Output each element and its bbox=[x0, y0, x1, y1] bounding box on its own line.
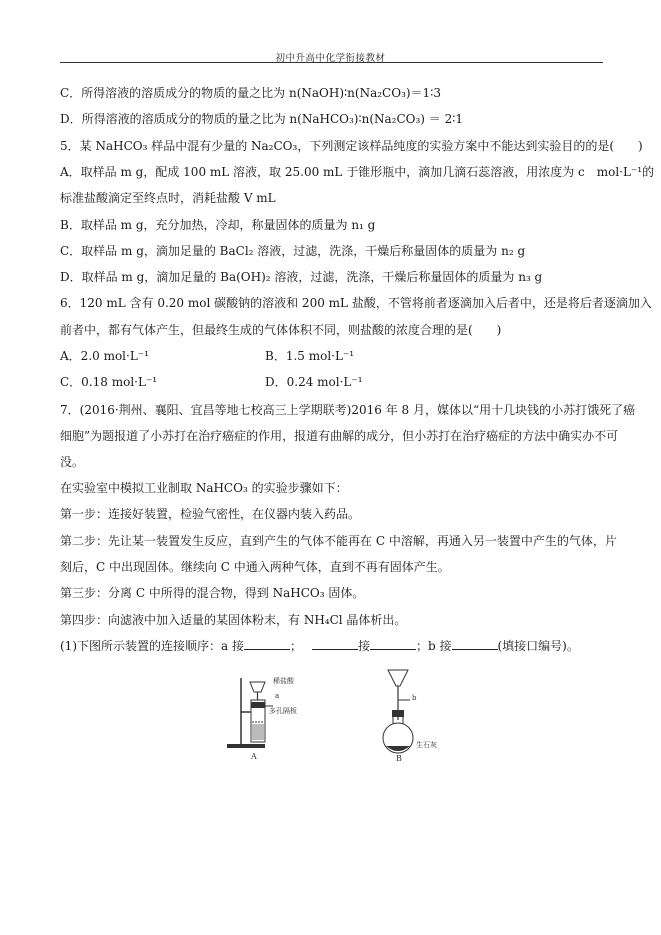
q7-stem: 7．(2016·荆州、襄阳、宜昌等地七校高三上学期联考)2016 年 8 月，媒体以“用十几块钱的小苏打饿死了癌 bbox=[60, 403, 636, 417]
label-port-b: b bbox=[412, 694, 417, 702]
blank-2[interactable] bbox=[312, 638, 358, 650]
q7-sub1 bbox=[60, 638, 579, 654]
q7-step1: 第一步：连接好装置，检验气密性，在仪器内装入药品。 bbox=[60, 507, 361, 521]
q7-step3: 第三步：分离 C 中所得的混合物，得到 NaHCO₃ 固体。 bbox=[60, 586, 365, 600]
q7-step4: 第四步：向滤液中加入适量的某固体粉末，有 NH₄Cl 晶体析出。 bbox=[60, 613, 407, 627]
label-a: A bbox=[251, 752, 257, 761]
q4-option-d: D．所得溶液的溶质成分的物质的量之比为 n(NaHCO₃)∶n(Na₂CO₃) ＝ 2∶1 bbox=[60, 112, 464, 126]
blank-3[interactable] bbox=[370, 638, 416, 650]
q6-option-a: A．2.0 mol·L⁻¹ bbox=[60, 349, 149, 363]
q7-sub1-sep2: ；b 接 bbox=[416, 639, 452, 653]
q6-stem: 6．120 mL 含有 0.20 mol 碳酸钠的溶液和 200 mL 盐酸，不管将前者逐滴加入后者中，还是将后者逐滴加入 bbox=[60, 296, 652, 310]
apparatus-b-figure bbox=[380, 664, 470, 764]
q6-option-c: C．0.18 mol·L⁻¹ bbox=[60, 375, 158, 389]
q7-sub1-jie: 接 bbox=[357, 639, 370, 653]
q6-option-b: B．1.5 mol·L⁻¹ bbox=[265, 349, 355, 363]
apparatus-a-drawing bbox=[225, 672, 315, 764]
q4-option-c: C．所得溶液的溶质成分的物质的量之比为 n(NaOH)∶n(Na₂CO₃)＝1∶3 bbox=[60, 86, 441, 100]
q7-step2: 第二步：先让某一装置发生反应，直到产生的气体不能再在 C 中溶解，再通入另一装置中产生的气体，片 bbox=[60, 534, 617, 548]
q7-step2-cont: 刻后，C 中出现固体。继续向 C 中通入两种气体，直到不再有固体产生。 bbox=[60, 560, 450, 574]
q7-sub1-sep1: ； bbox=[289, 639, 302, 653]
blank-1[interactable] bbox=[244, 638, 290, 650]
q5-option-b: B．取样品 m g，充分加热，冷却，称量固体的质量为 n₁ g bbox=[60, 218, 376, 232]
q7-stem-cont: 细胞”为题报道了小苏打在治疗癌症的作用，报道有曲解的成分，但小苏打在治疗癌症的方法中确实办不可 bbox=[60, 429, 619, 443]
q5-option-c: C．取样品 m g，滴加足量的 BaCl₂ 溶液，过滤，洗涤，干燥后称量固体的质量为 n₂ g bbox=[60, 244, 526, 258]
label-acid: 稀盐酸 bbox=[273, 677, 294, 685]
q7-sub1-suffix: (填接口编号)。 bbox=[497, 639, 579, 653]
label-b: B bbox=[396, 754, 402, 763]
q5-option-a-cont: 标准盐酸滴定至终点时，消耗盐酸 V mL bbox=[60, 191, 276, 205]
label-port-a: a bbox=[275, 692, 280, 700]
q7-stem-end: 没。 bbox=[60, 455, 85, 469]
blank-4[interactable] bbox=[452, 638, 498, 650]
header-divider bbox=[60, 62, 603, 63]
q6-option-d: D．0.24 mol·L⁻¹ bbox=[265, 375, 363, 389]
q5-option-d: D．取样品 m g，滴加足量的 Ba(OH)₂ 溶液，过滤，洗涤，干燥后称量固体的质量为 n₃ g bbox=[60, 270, 543, 284]
page-header: 初中升高中化学衔接教材 bbox=[275, 53, 386, 64]
q5-stem: 5．某 NaHCO₃ 样品中混有少量的 Na₂CO₃，下列测定该样品纯度的实验方案中不能达到实验目的的是( ) bbox=[60, 139, 643, 153]
q7-intro: 在实验室中模拟工业制取 NaHCO₃ 的实验步骤如下： bbox=[60, 481, 348, 495]
q6-stem-cont: 前者中，都有气体产生，但最终生成的气体体积不同，则盐酸的浓度合理的是( ) bbox=[60, 323, 502, 337]
apparatus-a-figure bbox=[225, 672, 315, 764]
q5-option-a: A．取样品 m g，配成 100 mL 溶液，取 25.00 mL 于锥形瓶中，滴加几滴石蕊溶液，用浓度为 c mol·L⁻¹的 bbox=[60, 165, 655, 179]
label-quicklime: 生石灰 bbox=[416, 741, 437, 749]
q7-sub1-prefix: (1)下图所示装置的连接顺序：a 接 bbox=[60, 639, 244, 653]
label-plate: 多孔隔板 bbox=[269, 707, 297, 715]
